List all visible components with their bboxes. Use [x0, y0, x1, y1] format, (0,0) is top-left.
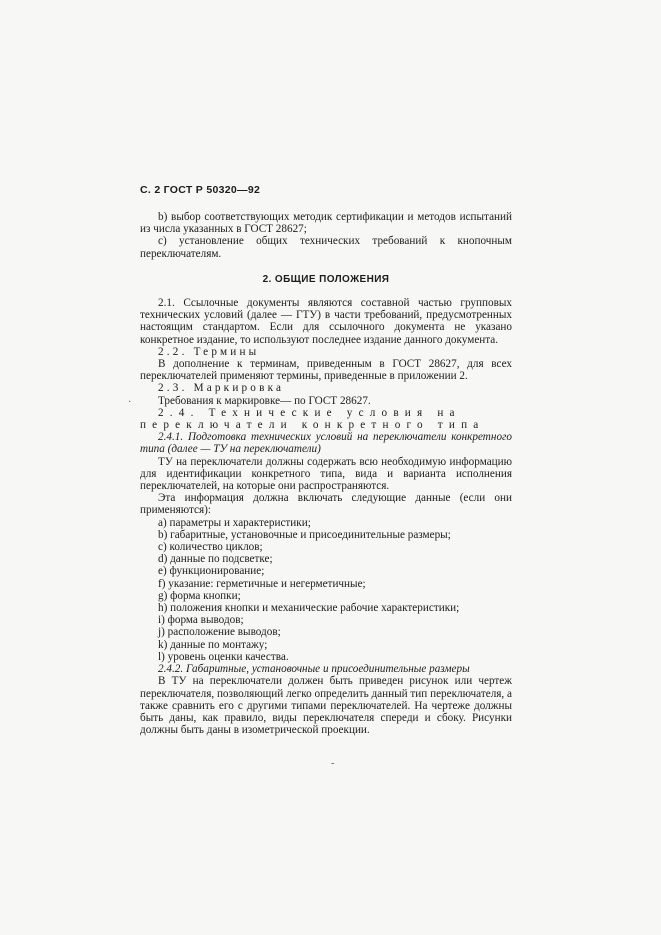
- paragraph-2-2: В дополнение к терминам, приведенным в ГОСТ 28627, для всех переключателей применяют термины, приведенные в приложении 2.: [140, 358, 512, 383]
- list-item-l: l) уровень оценки качества.: [158, 650, 289, 663]
- list-item-a: а) параметры и характеристики;: [158, 516, 311, 529]
- intro-item-b: b) выбор соответствующих методик сертификации и методов испытаний из числа указанных в ГОСТ 28627;: [140, 211, 512, 236]
- list-item-c: c) количество циклов;: [158, 541, 263, 554]
- intro-block: [140, 211, 512, 260]
- list-item-f: f) указание: герметичные и негерметичные;: [158, 577, 366, 590]
- intro-item-c: c) установление общих технических требований к кнопочным переключателям.: [140, 235, 512, 260]
- section-2-body: [140, 297, 512, 736]
- list-item-h: h) положения кнопки и механические рабочие характеристики;: [158, 602, 460, 615]
- scan-speck-bottom: -: [331, 758, 335, 769]
- heading-2-3: 2.3. Маркировка: [158, 382, 285, 395]
- paragraph-2-1: 2.1. Ссылочные документы являются составной частью групповых технических условий (далее — ГТУ) в части требований, предусмотренных настоящим стандартом. Если для ссылочного документа не указано конкретное издание, то используют последнее издание данного документа.: [140, 297, 512, 346]
- section-title: 2. ОБЩИЕ ПОЛОЖЕНИЯ: [262, 274, 390, 285]
- paragraph-2-4-1-a: ТУ на переключатели должны содержать всю необходимую информацию для идентификации конкретного типа, вида и варианта исполнения переключателей, на которые они распространяются.: [140, 455, 512, 493]
- page-header: С. 2 ГОСТ Р 50320—92: [140, 184, 261, 196]
- paragraph-2-4-1-b: Эта информация должна включать следующие данные (если они применяются):: [140, 492, 512, 517]
- scan-speck-left: ·: [128, 397, 132, 408]
- paragraph-2-3: Требования к маркировке— по ГОСТ 28627.: [158, 394, 371, 407]
- heading-2-2: 2.2. Термины: [158, 345, 260, 358]
- heading-2-4: 2.4. Технические условия на переключатели конкретного типа: [140, 406, 485, 432]
- list-item-b: b) габаритные, установочные и присоединительные размеры;: [158, 528, 451, 541]
- list-item-j: j) расположение выводов;: [158, 626, 281, 639]
- list-item-e: e) функционирование;: [158, 565, 265, 578]
- list-item-d: d) данные по подсветке;: [158, 553, 273, 566]
- heading-2-4-1: 2.4.1. Подготовка технических условий на переключатели конкретного типа (далее — ТУ на переключатели): [140, 431, 512, 456]
- list-item-i: i) форма выводов;: [158, 614, 244, 627]
- list-item-k: k) данные по монтажу;: [158, 638, 268, 651]
- paragraph-2-4-2: В ТУ на переключатели должен быть приведен рисунок или чертеж переключателя, позволяющий легко определить данный тип переключателя, а также сравнить его с другими типами переключателей. На чертеже должны быть даны, как правило, виды переключателя спереди и сбоку. Рисунки должны быть даны в изометрической проекции.: [140, 675, 512, 737]
- heading-2-4-2: 2.4.2. Габаритные, установочные и присоединительные размеры: [158, 663, 470, 676]
- list-item-g: g) форма кнопки;: [158, 589, 241, 602]
